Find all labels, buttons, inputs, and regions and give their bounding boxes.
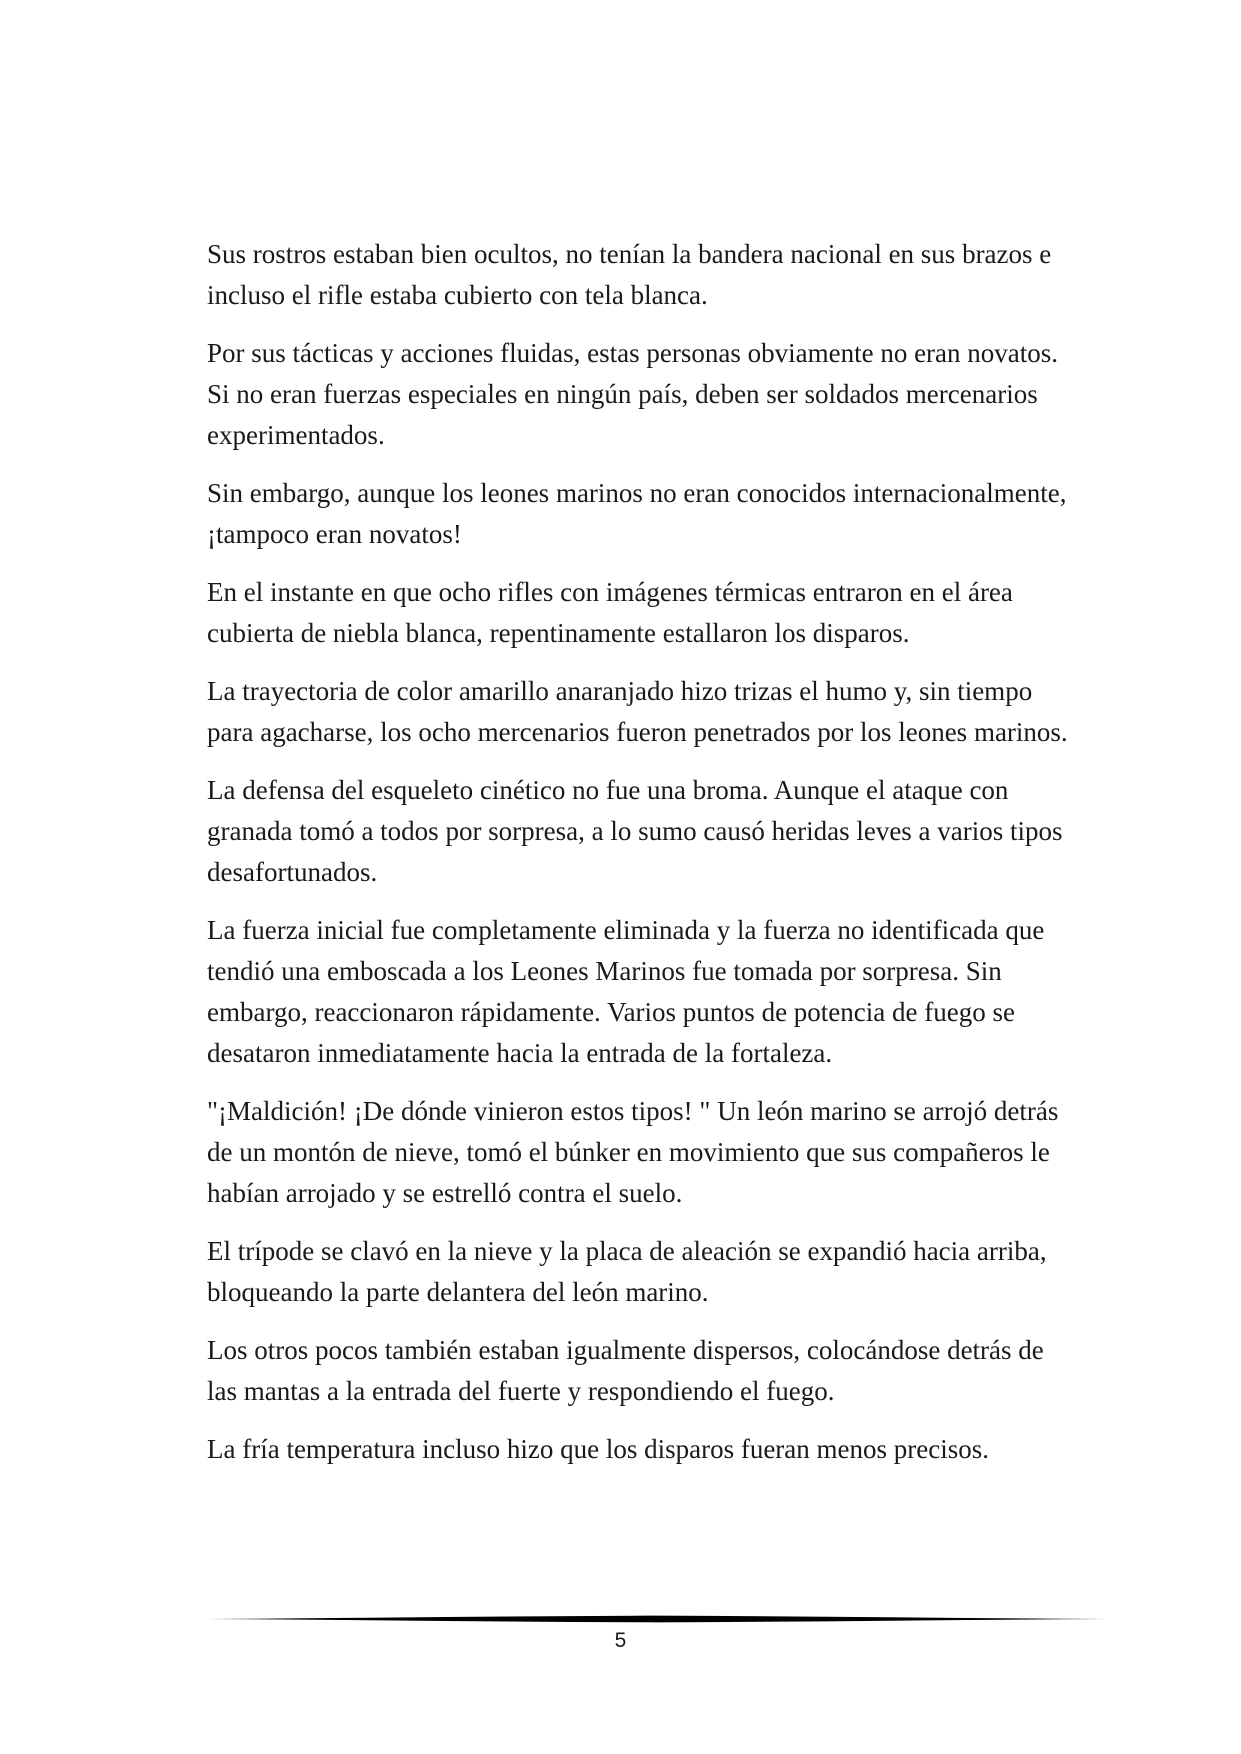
paragraph-7: La fuerza inicial fue completamente eliminada y la fuerza no identificada que tendió una emboscada a los Leones Marinos fue tomada por sorpresa. Sin embargo, reaccionaron rápidamente. Varios puntos de potencia de fuego se desataron inmediatamente hacia la entrada de la fortaleza. [207,915,1045,1068]
paragraph-11: La fría temperatura incluso hizo que los disparos fueran menos precisos. [207,1434,989,1464]
footer-rule [207,1613,1107,1625]
paragraph-3: Sin embargo, aunque los leones marinos no eran conocidos internacionalmente, ¡tampoco eran novatos! [207,478,1067,549]
paragraph-10: Los otros pocos también estaban igualmente dispersos, colocándose detrás de las mantas a la entrada del fuerte y respondiendo el fuego. [207,1335,1044,1406]
body-text [207,234,1077,1487]
paragraph-6: La defensa del esqueleto cinético no fue una broma. Aunque el ataque con granada tomó a todos por sorpresa, a lo sumo causó heridas leves a varios tipos desafortunados. [207,775,1063,887]
paragraph-4: En el instante en que ocho rifles con imágenes térmicas entraron en el área cubierta de niebla blanca, repentinamente estallaron los disparos. [207,577,1013,648]
paragraph-8: "¡Maldición! ¡De dónde vinieron estos tipos! " Un león marino se arrojó detrás de un montón de nieve, tomó el búnker en movimiento que sus compañeros le habían arrojado y se estrelló contra el suelo. [207,1096,1059,1208]
paragraph-9: El trípode se clavó en la nieve y la placa de aleación se expandió hacia arriba, bloqueando la parte delantera del león marino. [207,1236,1047,1307]
page-number: 5 [614,1629,627,1652]
paragraph-2: Por sus tácticas y acciones fluidas, estas personas obviamente no eran novatos. Si no eran fuerzas especiales en ningún país, deben ser soldados mercenarios experimentados. [207,338,1059,450]
paragraph-1: Sus rostros estaban bien ocultos, no tenían la bandera nacional en sus brazos e incluso el rifle estaba cubierto con tela blanca. [207,239,1052,310]
footer-rule-line [207,1616,1107,1623]
paragraph-5: La trayectoria de color amarillo anaranjado hizo trizas el humo y, sin tiempo para agacharse, los ocho mercenarios fueron penetrados por los leones marinos. [207,676,1068,747]
